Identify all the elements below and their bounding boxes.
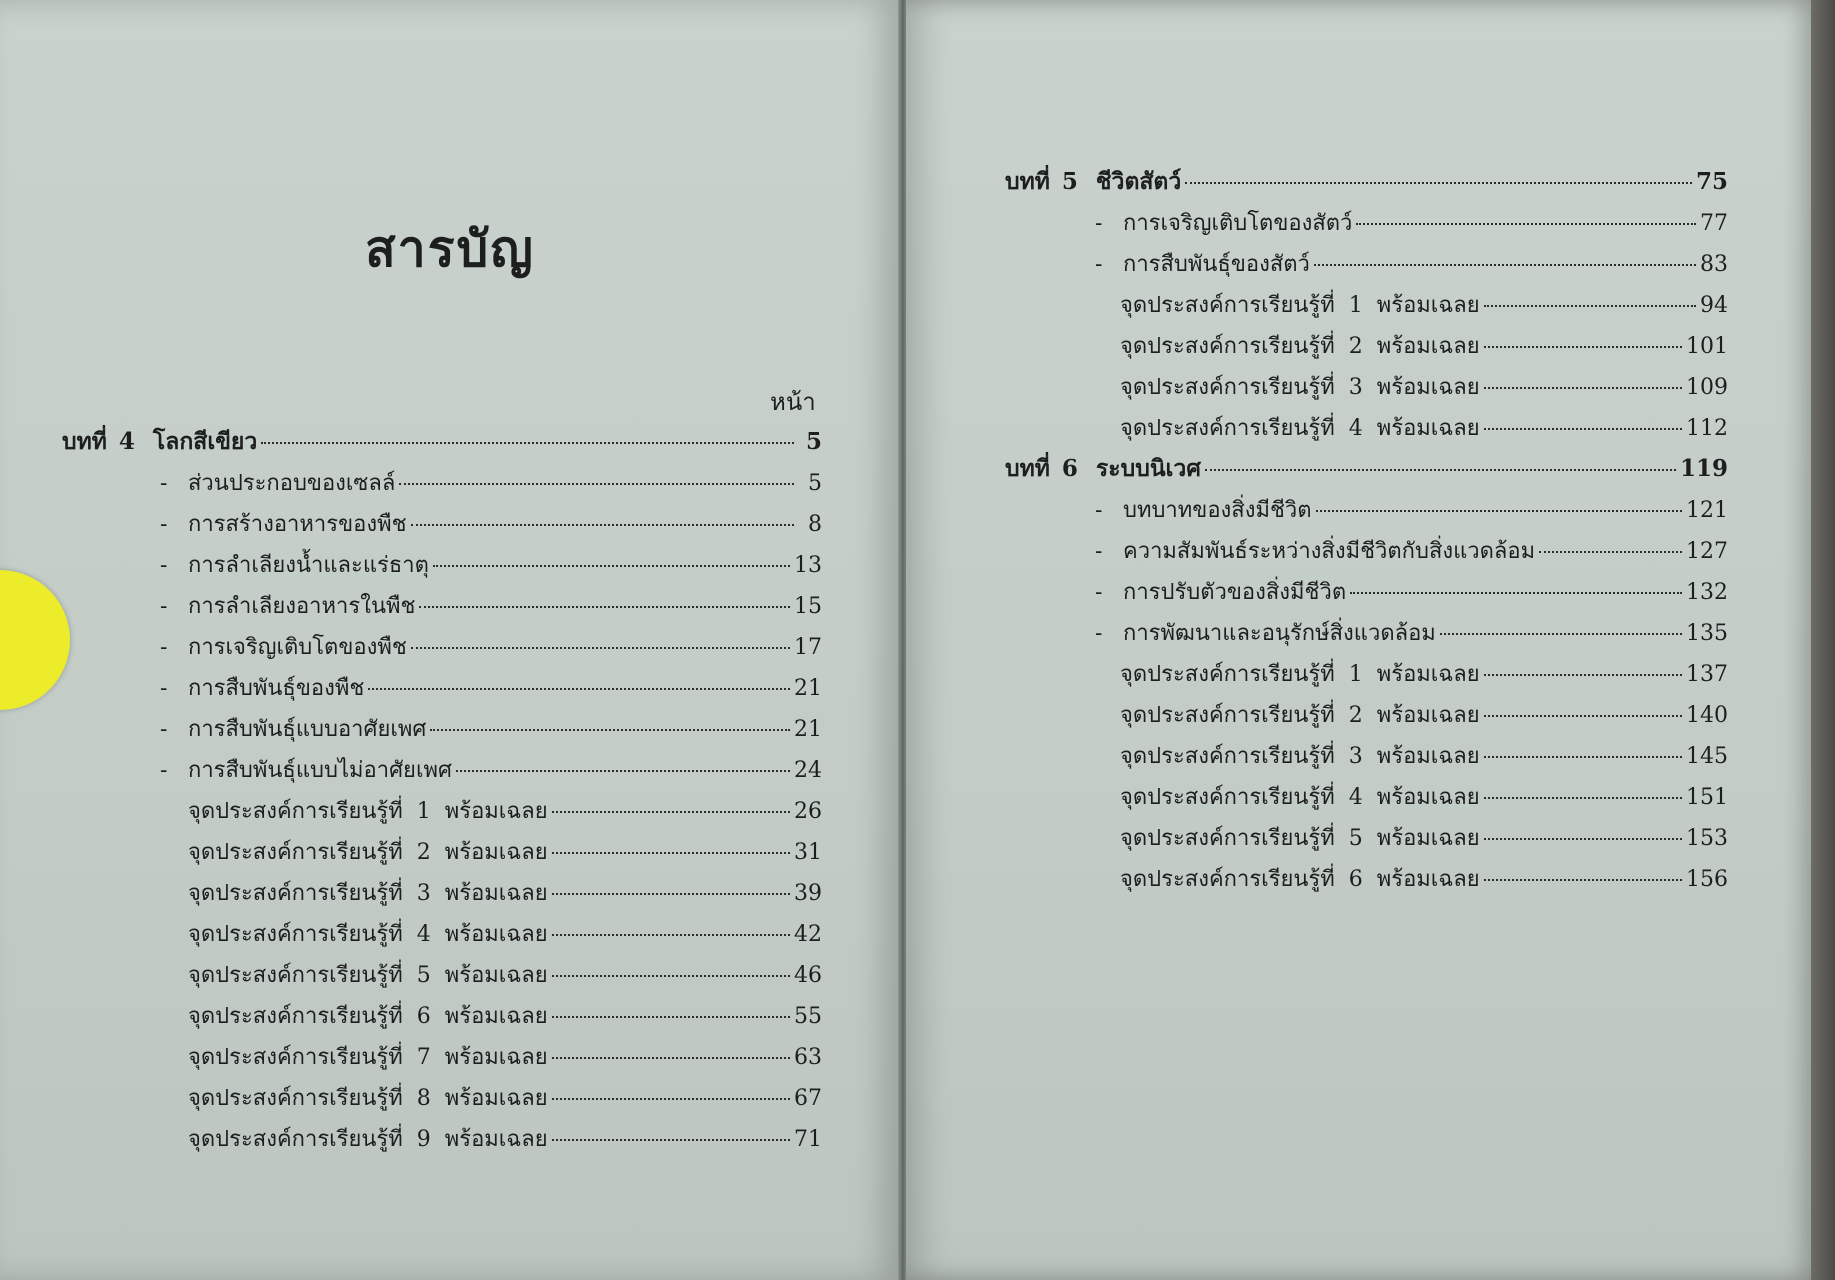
topic-text: การเจริญเติบโตของพืช [188, 635, 407, 660]
toc-topic-row [1095, 574, 1728, 610]
topic-dash: - [160, 553, 168, 578]
objective-label: จุดประสงค์การเรียนรู้ที่ [1120, 334, 1335, 359]
page-number: 5 [805, 428, 822, 455]
objective-label: จุดประสงค์การเรียนรู้ที่ [188, 963, 403, 988]
page-number: 67 [794, 1086, 822, 1111]
objective-suffix: พร้อมเฉลย [1376, 703, 1480, 728]
objective-number: 2 [1348, 334, 1363, 359]
dot-leader [1314, 264, 1696, 266]
dot-leader [1205, 469, 1676, 471]
dot-leader [1484, 756, 1682, 758]
chapter-title: ชีวิตสัตว์ [1095, 168, 1182, 195]
objective-suffix: พร้อมเฉลย [444, 799, 548, 824]
toc-objective-row [1120, 738, 1728, 774]
toc-objective-row [1120, 656, 1728, 692]
objective-suffix: พร้อมเฉลย [1376, 416, 1480, 441]
toc-topic-row [160, 670, 822, 706]
page-number: 127 [1686, 539, 1728, 564]
page-number: 71 [794, 1127, 822, 1152]
objective-number: 2 [1348, 703, 1363, 728]
dot-leader [411, 647, 790, 649]
topic-text: การสืบพันธุ์ของพืช [188, 676, 365, 701]
page-number: 137 [1686, 662, 1728, 687]
toc-topic-row [160, 506, 822, 542]
objective-suffix: พร้อมเฉลย [444, 881, 548, 906]
toc-topic-row [160, 711, 822, 747]
topic-text: การพัฒนาและอนุรักษ์สิ่งแวดล้อม [1123, 621, 1436, 646]
objective-suffix: พร้อมเฉลย [1376, 334, 1480, 359]
objective-number: 5 [416, 963, 431, 988]
dot-leader [1484, 346, 1682, 348]
objective-suffix: พร้อมเฉลย [444, 1127, 548, 1152]
page-column-header: หน้า [770, 388, 816, 416]
page-number: 42 [794, 922, 822, 947]
dot-leader [552, 1057, 790, 1059]
page-number: 21 [794, 676, 822, 701]
page-number: 75 [1695, 168, 1728, 195]
objective-suffix: พร้อมเฉลย [1376, 867, 1480, 892]
toc-title: สารบัญ [365, 219, 535, 278]
page-number: 46 [794, 963, 822, 988]
objective-number: 4 [1348, 785, 1363, 810]
objective-suffix: พร้อมเฉลย [444, 963, 548, 988]
dot-leader [1484, 305, 1696, 307]
objective-number: 1 [1348, 293, 1363, 318]
topic-dash: - [160, 512, 168, 537]
topic-text: การสืบพันธุ์แบบอาศัยเพศ [188, 717, 427, 742]
chapter-title: ระบบนิเวศ [1095, 455, 1201, 482]
page-number: 94 [1700, 293, 1728, 318]
page-number: 21 [794, 717, 822, 742]
objective-label: จุดประสงค์การเรียนรู้ที่ [1120, 662, 1335, 687]
page-number: 24 [794, 758, 822, 783]
page-number: 140 [1686, 703, 1728, 728]
objective-label: จุดประสงค์การเรียนรู้ที่ [188, 1127, 403, 1152]
toc-objective-row [188, 1080, 822, 1116]
objective-suffix: พร้อมเฉลย [1376, 826, 1480, 851]
dot-leader [368, 688, 790, 690]
page-number: 15 [794, 594, 822, 619]
dot-leader [552, 811, 790, 813]
chapter-number: 6 [1061, 455, 1078, 482]
topic-text: การสืบพันธุ์แบบไม่อาศัยเพศ [188, 758, 452, 783]
chapter-number: 5 [1061, 168, 1078, 195]
toc-topic-row [1095, 615, 1728, 651]
objective-label: จุดประสงค์การเรียนรู้ที่ [1120, 826, 1335, 851]
dot-leader [456, 770, 790, 772]
objective-suffix: พร้อมเฉลย [444, 1045, 548, 1070]
objective-label: จุดประสงค์การเรียนรู้ที่ [1120, 375, 1335, 400]
dot-leader [1350, 592, 1682, 594]
dot-leader [1484, 674, 1682, 676]
toc-objective-row [188, 957, 822, 993]
dot-leader [552, 1016, 790, 1018]
topic-dash: - [1095, 621, 1103, 646]
dot-leader [552, 975, 790, 977]
objective-number: 1 [416, 799, 431, 824]
page-number: 17 [794, 635, 822, 660]
dot-leader [1484, 428, 1682, 430]
page-number: 145 [1686, 744, 1728, 769]
toc-objective-row [188, 834, 822, 870]
topic-dash: - [160, 758, 168, 783]
dot-leader [552, 1139, 790, 1141]
topic-dash: - [1095, 211, 1103, 236]
chapter-prefix: บทที่ [62, 428, 107, 455]
page-number: 156 [1686, 867, 1728, 892]
topic-text: ความสัมพันธ์ระหว่างสิ่งมีชีวิตกับสิ่งแวดล้อม [1123, 539, 1536, 564]
page-number: 112 [1686, 416, 1728, 441]
toc-chapter-row [1005, 164, 1728, 200]
objective-number: 1 [1348, 662, 1363, 687]
toc-topic-row [1095, 246, 1728, 282]
objective-label: จุดประสงค์การเรียนรู้ที่ [188, 799, 403, 824]
toc-objective-row [188, 793, 822, 829]
yellow-sticker [0, 570, 70, 710]
dot-leader [1316, 510, 1682, 512]
topic-dash: - [1095, 252, 1103, 277]
topic-text: ส่วนประกอบของเซลล์ [188, 471, 396, 496]
topic-dash: - [160, 594, 168, 619]
toc-objective-row [1120, 410, 1728, 446]
toc-topic-row [160, 547, 822, 583]
toc-objective-row [1120, 697, 1728, 733]
objective-number: 3 [1348, 375, 1363, 400]
toc-topic-row [1095, 492, 1728, 528]
dot-leader [1484, 387, 1682, 389]
dot-leader [552, 893, 790, 895]
chapter-prefix: บทที่ [1005, 455, 1050, 482]
objective-label: จุดประสงค์การเรียนรู้ที่ [188, 840, 403, 865]
objective-number: 6 [416, 1004, 431, 1029]
page-edge [1811, 0, 1835, 1280]
objective-number: 4 [1348, 416, 1363, 441]
toc-topic-row [1095, 533, 1728, 569]
dot-leader [1440, 633, 1682, 635]
toc-objective-row [1120, 820, 1728, 856]
topic-text: การสืบพันธุ์ของสัตว์ [1123, 252, 1310, 277]
objective-number: 6 [1348, 867, 1363, 892]
objective-suffix: พร้อมเฉลย [1376, 785, 1480, 810]
page-number: 119 [1679, 455, 1728, 482]
objective-suffix: พร้อมเฉลย [444, 1004, 548, 1029]
toc-objective-row [1120, 779, 1728, 815]
toc-objective-row [1120, 861, 1728, 897]
objective-label: จุดประสงค์การเรียนรู้ที่ [1120, 416, 1335, 441]
objective-label: จุดประสงค์การเรียนรู้ที่ [1120, 293, 1335, 318]
page-number: 26 [794, 799, 822, 824]
dot-leader [1484, 879, 1682, 881]
page-number: 55 [794, 1004, 822, 1029]
objective-number: 5 [1348, 826, 1363, 851]
page-number: 132 [1686, 580, 1728, 605]
page-number: 101 [1686, 334, 1728, 359]
objective-label: จุดประสงค์การเรียนรู้ที่ [1120, 744, 1335, 769]
toc-objective-row [188, 1121, 822, 1157]
page-number: 8 [808, 512, 822, 537]
dot-leader [1484, 838, 1682, 840]
dot-leader [1185, 182, 1692, 184]
topic-text: การลำเลียงน้ำและแร่ธาตุ [188, 553, 429, 578]
dot-leader [552, 852, 790, 854]
page-number: 121 [1686, 498, 1728, 523]
topic-text: การปรับตัวของสิ่งมีชีวิต [1123, 580, 1347, 605]
chapter-prefix: บทที่ [1005, 168, 1050, 195]
objective-number: 3 [416, 881, 431, 906]
left-page [0, 0, 900, 1280]
page-number: 63 [794, 1045, 822, 1070]
topic-text: การเจริญเติบโตของสัตว์ [1123, 211, 1353, 236]
page-number: 135 [1686, 621, 1728, 646]
dot-leader [261, 442, 794, 444]
toc-objective-row [188, 998, 822, 1034]
objective-number: 9 [416, 1127, 431, 1152]
toc-objective-row [188, 1039, 822, 1075]
dot-leader [419, 606, 790, 608]
topic-dash: - [1095, 498, 1103, 523]
objective-suffix: พร้อมเฉลย [1376, 375, 1480, 400]
dot-leader [1539, 551, 1682, 553]
objective-label: จุดประสงค์การเรียนรู้ที่ [188, 881, 403, 906]
objective-suffix: พร้อมเฉลย [1376, 293, 1480, 318]
objective-suffix: พร้อมเฉลย [444, 1086, 548, 1111]
toc-topic-row [1095, 205, 1728, 241]
toc-chapter-row [62, 424, 822, 460]
topic-dash: - [1095, 580, 1103, 605]
right-page [906, 0, 1811, 1280]
toc-objective-row [188, 875, 822, 911]
chapter-title: โลกสีเขียว [152, 428, 258, 455]
toc-topic-row [160, 629, 822, 665]
page-number: 13 [794, 553, 822, 578]
dot-leader [1484, 715, 1682, 717]
objective-number: 2 [416, 840, 431, 865]
toc-topic-row [160, 465, 822, 501]
objective-number: 7 [416, 1045, 431, 1070]
topic-dash: - [160, 471, 168, 496]
topic-text: บทบาทของสิ่งมีชีวิต [1123, 498, 1312, 523]
dot-leader [433, 565, 790, 567]
objective-label: จุดประสงค์การเรียนรู้ที่ [188, 1045, 403, 1070]
objective-label: จุดประสงค์การเรียนรู้ที่ [1120, 867, 1335, 892]
toc-topic-row [160, 588, 822, 624]
objective-number: 4 [416, 922, 431, 947]
dot-leader [1484, 797, 1682, 799]
objective-label: จุดประสงค์การเรียนรู้ที่ [188, 1086, 403, 1111]
objective-suffix: พร้อมเฉลย [444, 922, 548, 947]
toc-objective-row [1120, 287, 1728, 323]
toc-objective-row [1120, 328, 1728, 364]
objective-number: 3 [1348, 744, 1363, 769]
objective-label: จุดประสงค์การเรียนรู้ที่ [188, 1004, 403, 1029]
topic-text: การลำเลียงอาหารในพืช [188, 594, 416, 619]
objective-suffix: พร้อมเฉลย [444, 840, 548, 865]
toc-objective-row [1120, 369, 1728, 405]
dot-leader [411, 524, 795, 526]
objective-label: จุดประสงค์การเรียนรู้ที่ [1120, 785, 1335, 810]
page-number: 151 [1686, 785, 1728, 810]
topic-dash: - [160, 717, 168, 742]
dot-leader [399, 483, 794, 485]
topic-text: การสร้างอาหารของพืช [188, 512, 407, 537]
page-number: 39 [794, 881, 822, 906]
chapter-number: 4 [118, 428, 135, 455]
dot-leader [430, 729, 790, 731]
topic-dash: - [1095, 539, 1103, 564]
dot-leader [552, 1098, 790, 1100]
dot-leader [1356, 223, 1696, 225]
page-number: 31 [794, 840, 822, 865]
objective-suffix: พร้อมเฉลย [1376, 662, 1480, 687]
objective-label: จุดประสงค์การเรียนรู้ที่ [188, 922, 403, 947]
topic-dash: - [160, 635, 168, 660]
topic-dash: - [160, 676, 168, 701]
objective-label: จุดประสงค์การเรียนรู้ที่ [1120, 703, 1335, 728]
dot-leader [552, 934, 790, 936]
toc-objective-row [188, 916, 822, 952]
page-number: 83 [1700, 252, 1728, 277]
toc-chapter-row [1005, 451, 1728, 487]
objective-number: 8 [416, 1086, 431, 1111]
toc-topic-row [160, 752, 822, 788]
page-number: 77 [1700, 211, 1728, 236]
page-number: 5 [808, 471, 822, 496]
objective-suffix: พร้อมเฉลย [1376, 744, 1480, 769]
page-number: 153 [1686, 826, 1728, 851]
page-number: 109 [1686, 375, 1728, 400]
